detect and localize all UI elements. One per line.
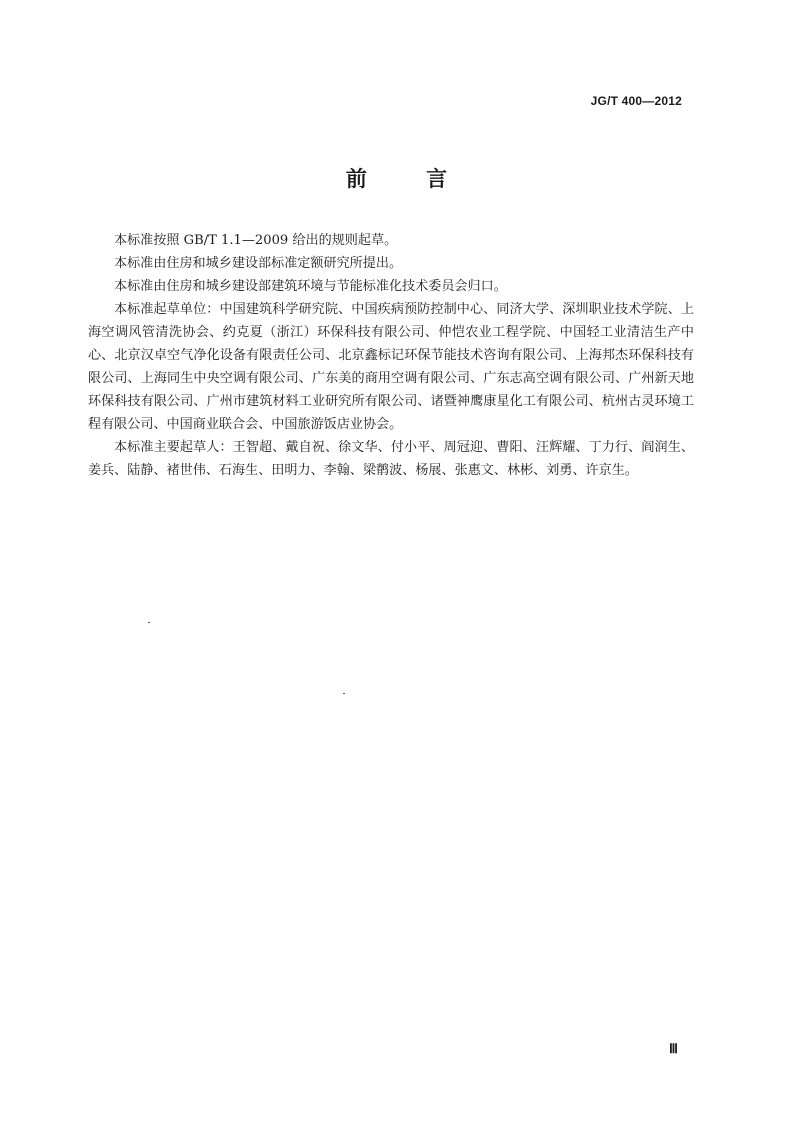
- scan-speck: [148, 622, 150, 623]
- paragraph-drafters: 本标准主要起草人：王智超、戴自祝、徐文华、付小平、周冠迎、曹阳、汪辉耀、丁力行、阎润生、姜兵、陆静、褚世伟、石海生、田明力、李翰、梁鹡波、杨展、张惠文、林彬、刘勇、许京生。: [88, 440, 694, 478]
- paragraph-drafting-units: 本标准起草单位：中国建筑科学研究院、中国疾病预防控制中心、同济大学、深圳职业技术学院、上海空调风管清洗协会、约克夏（浙江）环保科技有限公司、仲恺农业工程学院、中国轻工业清洁生产中心、北京汉卓空气净化设备有限责任公司、北京鑫标记环保节能技术咨询有限公司、上海邦杰环保科技有限公司、上海同生中央空调有限公司、广东美的商用空调有限公司、广东志高空调有限公司、广州新天地环保科技有限公司、广州市建筑材料工业研究所有限公司、诸暨神鹰康星化工有限公司、杭州古灵环境工程有限公司、中国商业联合会、中国旅游饭店业协会。: [88, 302, 694, 432]
- scan-speck: [343, 693, 345, 694]
- standard-code: JG/T 400—2012: [590, 94, 682, 108]
- page-number: Ⅲ: [669, 1041, 678, 1056]
- paragraph-proposer: 本标准由住房和城乡建设部标准定额研究所提出。: [114, 256, 403, 271]
- paragraph-administrator: 本标准由住房和城乡建设部建筑环境与节能标准化技术委员会归口。: [114, 279, 507, 294]
- page-title: 前 言: [345, 167, 474, 191]
- paragraph-drafting-rules: 本标准按照 GB/T 1.1—2009 给出的规则起草。: [114, 233, 398, 248]
- document-body: [88, 229, 694, 482]
